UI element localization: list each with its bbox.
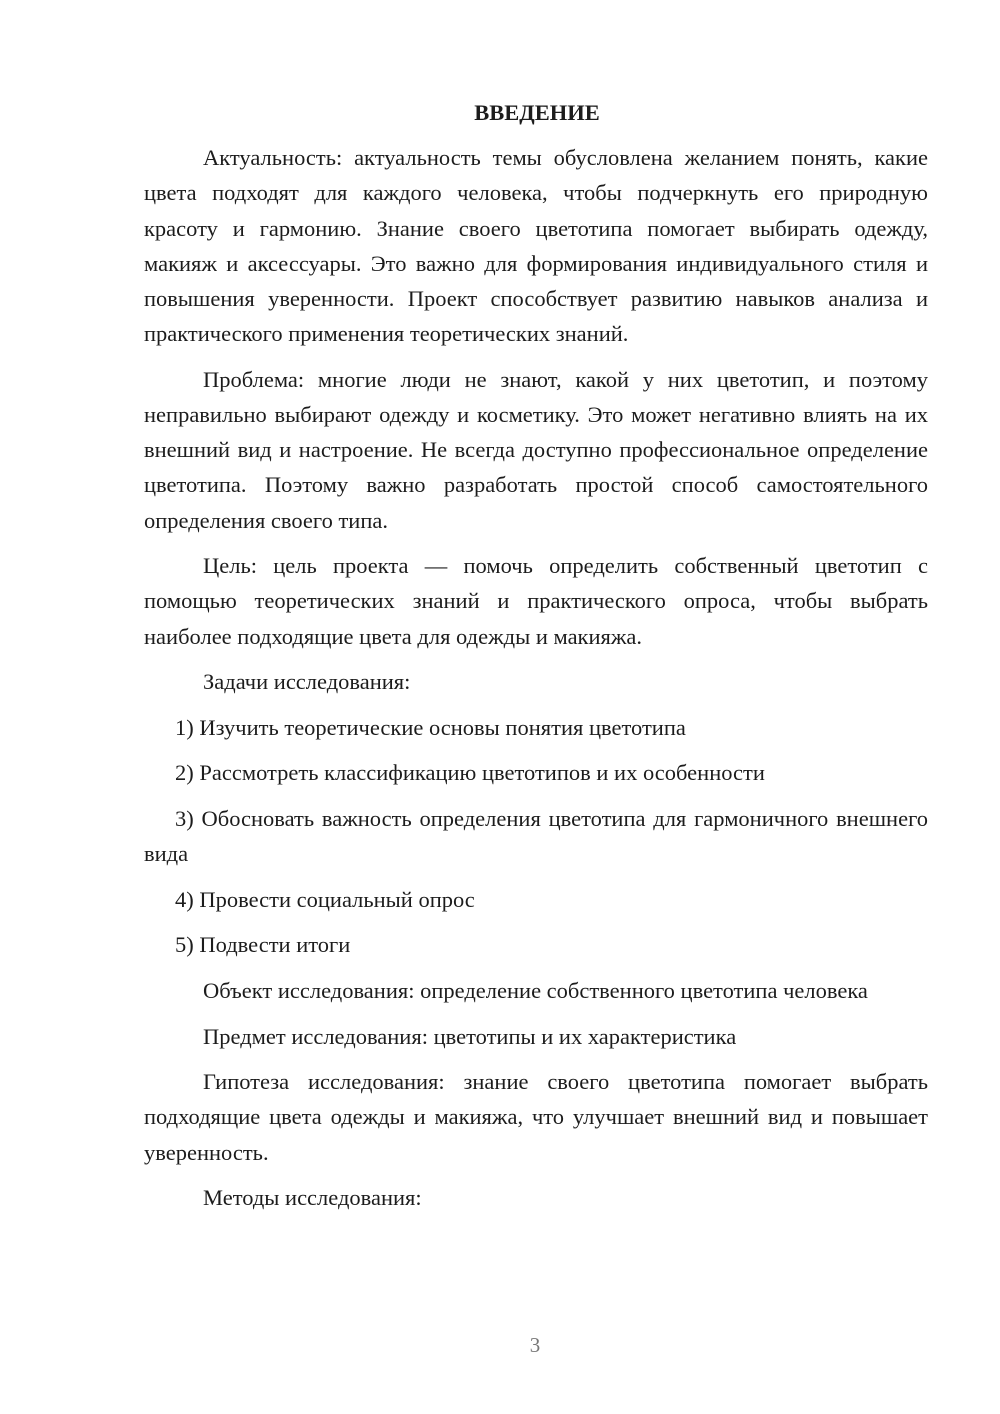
task-item-4: 4) Провести социальный опрос — [175, 886, 475, 912]
task-item-3: 3) Обосновать важность определения цветотипа для гармоничного внешнего вида — [144, 806, 928, 867]
task-item-2: 2) Рассмотреть классификацию цветотипов и их особенности — [175, 760, 765, 786]
section-title: ВВЕДЕНИЕ — [474, 100, 600, 125]
hypothesis-paragraph: Гипотеза исследования: знание своего цветотипа помогает выбрать подходящие цвета одежды и макияжа, что улучшает внешний вид и повышает уверенность. — [144, 1069, 928, 1165]
problem-paragraph: Проблема: многие люди не знают, какой у них цветотип, и поэтому неправильно выбирают одежду и косметику. Это может негативно влиять на их внешний вид и настроение. Не всегда доступно профессиональное определение цветотипа. Поэтому важно разработать простой способ самостоятельного определения своего типа. — [144, 366, 928, 533]
tasks-heading: Задачи исследования: — [203, 669, 411, 695]
task-item-5: 5) Подвести итоги — [175, 932, 351, 958]
methods-heading: Методы исследования: — [203, 1185, 422, 1211]
task-item-1: 1) Изучить теоретические основы понятия цветотипа — [175, 714, 686, 740]
subject-paragraph: Предмет исследования: цветотипы и их характеристика — [203, 1023, 737, 1049]
page-content — [144, 95, 928, 1226]
goal-paragraph: Цель: цель проекта — помочь определить собственный цветотип с помощью теоретических знаний и практического опроса, чтобы выбрать наиболее подходящие цвета для одежды и макияжа. — [144, 553, 928, 649]
relevance-paragraph: Актуальность: актуальность темы обусловлена желанием понять, какие цвета подходят для каждого человека, чтобы подчеркнуть его природную красоту и гармонию. Знание своего цветотипа помогает выбирать одежду, макияж и аксессуары. Это важно для формирования индивидуального стиля и повышения уверенности. Проект способствует развитию навыков анализа и практического применения теоретических знаний. — [144, 145, 928, 347]
page-number: 3 — [529, 1333, 541, 1357]
object-paragraph: Объект исследования: определение собственного цветотипа человека — [203, 977, 868, 1003]
